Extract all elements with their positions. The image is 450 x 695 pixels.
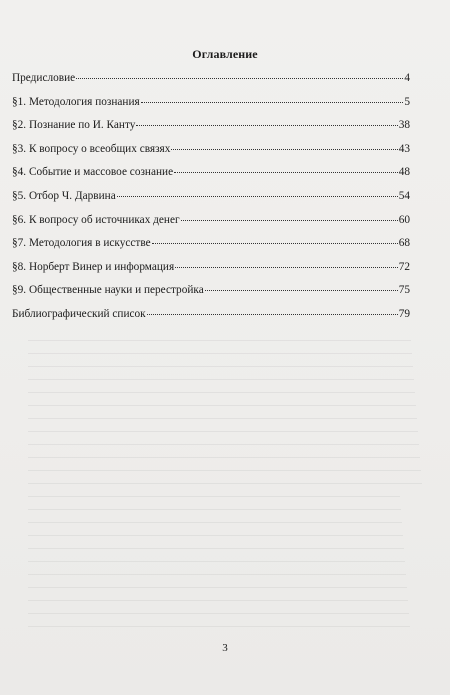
bleed-line xyxy=(28,457,420,458)
bleed-line xyxy=(28,626,410,627)
toc-leader-dots xyxy=(147,314,398,315)
toc-entry-page: 72 xyxy=(398,260,410,273)
toc-entry[interactable] xyxy=(12,307,410,331)
toc-entry-title: §5. Отбор Ч. Дарвина xyxy=(12,189,116,202)
bleed-line xyxy=(28,587,407,588)
toc-entry-page: 48 xyxy=(398,166,410,179)
bleed-line xyxy=(28,535,403,536)
bleed-line xyxy=(28,470,421,471)
bleed-line xyxy=(28,483,422,484)
toc-entry-page: 75 xyxy=(398,284,410,297)
toc-entry[interactable] xyxy=(12,189,410,213)
table-of-contents xyxy=(12,71,410,331)
bleed-line xyxy=(28,366,413,367)
toc-entry[interactable] xyxy=(12,71,410,95)
toc-entry-page: 54 xyxy=(398,189,410,202)
bleed-line xyxy=(28,561,405,562)
page-title: Оглавление xyxy=(192,47,258,61)
bleed-line xyxy=(28,340,411,341)
bleed-line xyxy=(28,600,408,601)
toc-entry-title: §9. Общественные науки и перестройка xyxy=(12,284,204,297)
bleed-line xyxy=(28,379,414,380)
toc-entry-title: §8. Норберт Винер и информация xyxy=(12,260,175,273)
bleed-line xyxy=(28,418,417,419)
bleed-line xyxy=(28,353,412,354)
toc-entry-title: §7. Методология в искусстве xyxy=(12,237,151,250)
bleed-line xyxy=(28,509,401,510)
toc-leader-dots xyxy=(205,290,398,291)
toc-entry-page: 38 xyxy=(398,119,410,132)
bleed-line xyxy=(28,613,409,614)
toc-leader-dots xyxy=(117,196,398,197)
bleed-line xyxy=(28,392,415,393)
toc-entry-page: 79 xyxy=(398,307,410,320)
toc-entry[interactable] xyxy=(12,165,410,189)
toc-entry[interactable] xyxy=(12,213,410,237)
toc-leader-dots xyxy=(152,243,398,244)
toc-entry-title: §2. Познание по И. Канту xyxy=(12,119,136,132)
toc-entry[interactable] xyxy=(12,95,410,119)
toc-entry-page: 68 xyxy=(398,237,410,250)
toc-leader-dots xyxy=(141,102,404,103)
toc-entry[interactable] xyxy=(12,260,410,284)
toc-leader-dots xyxy=(175,267,398,268)
toc-leader-dots xyxy=(181,220,398,221)
bleed-line xyxy=(28,496,400,497)
toc-leader-dots xyxy=(136,125,397,126)
bleed-line xyxy=(28,405,416,406)
toc-leader-dots xyxy=(171,149,397,150)
toc-entry-title: §6. К вопросу об источниках денег xyxy=(12,213,180,226)
bleed-line xyxy=(28,431,418,432)
bleed-line xyxy=(28,522,402,523)
toc-leader-dots xyxy=(174,172,398,173)
toc-entry-title: Предисловие xyxy=(12,72,76,84)
toc-entry-title: Библиографический список xyxy=(12,307,146,320)
toc-entry-page: 43 xyxy=(398,142,410,155)
toc-entry-page: 5 xyxy=(404,95,410,108)
toc-entry[interactable] xyxy=(12,118,410,142)
bleed-line xyxy=(28,444,419,445)
bleed-line xyxy=(28,574,406,575)
toc-entry-title: §1. Методология познания xyxy=(12,95,140,108)
toc-entry-title: §4. Событие и массовое сознание xyxy=(12,166,174,179)
page-number: 3 xyxy=(222,642,228,654)
toc-entry-page: 60 xyxy=(398,213,410,226)
toc-entry[interactable] xyxy=(12,283,410,307)
toc-entry-page: 4 xyxy=(404,72,410,84)
toc-entry[interactable] xyxy=(12,142,410,166)
bleed-line xyxy=(28,548,404,549)
toc-leader-dots xyxy=(76,78,403,79)
toc-entry[interactable] xyxy=(12,236,410,260)
toc-entry-title: §3. К вопросу о всеобщих связях xyxy=(12,142,171,155)
